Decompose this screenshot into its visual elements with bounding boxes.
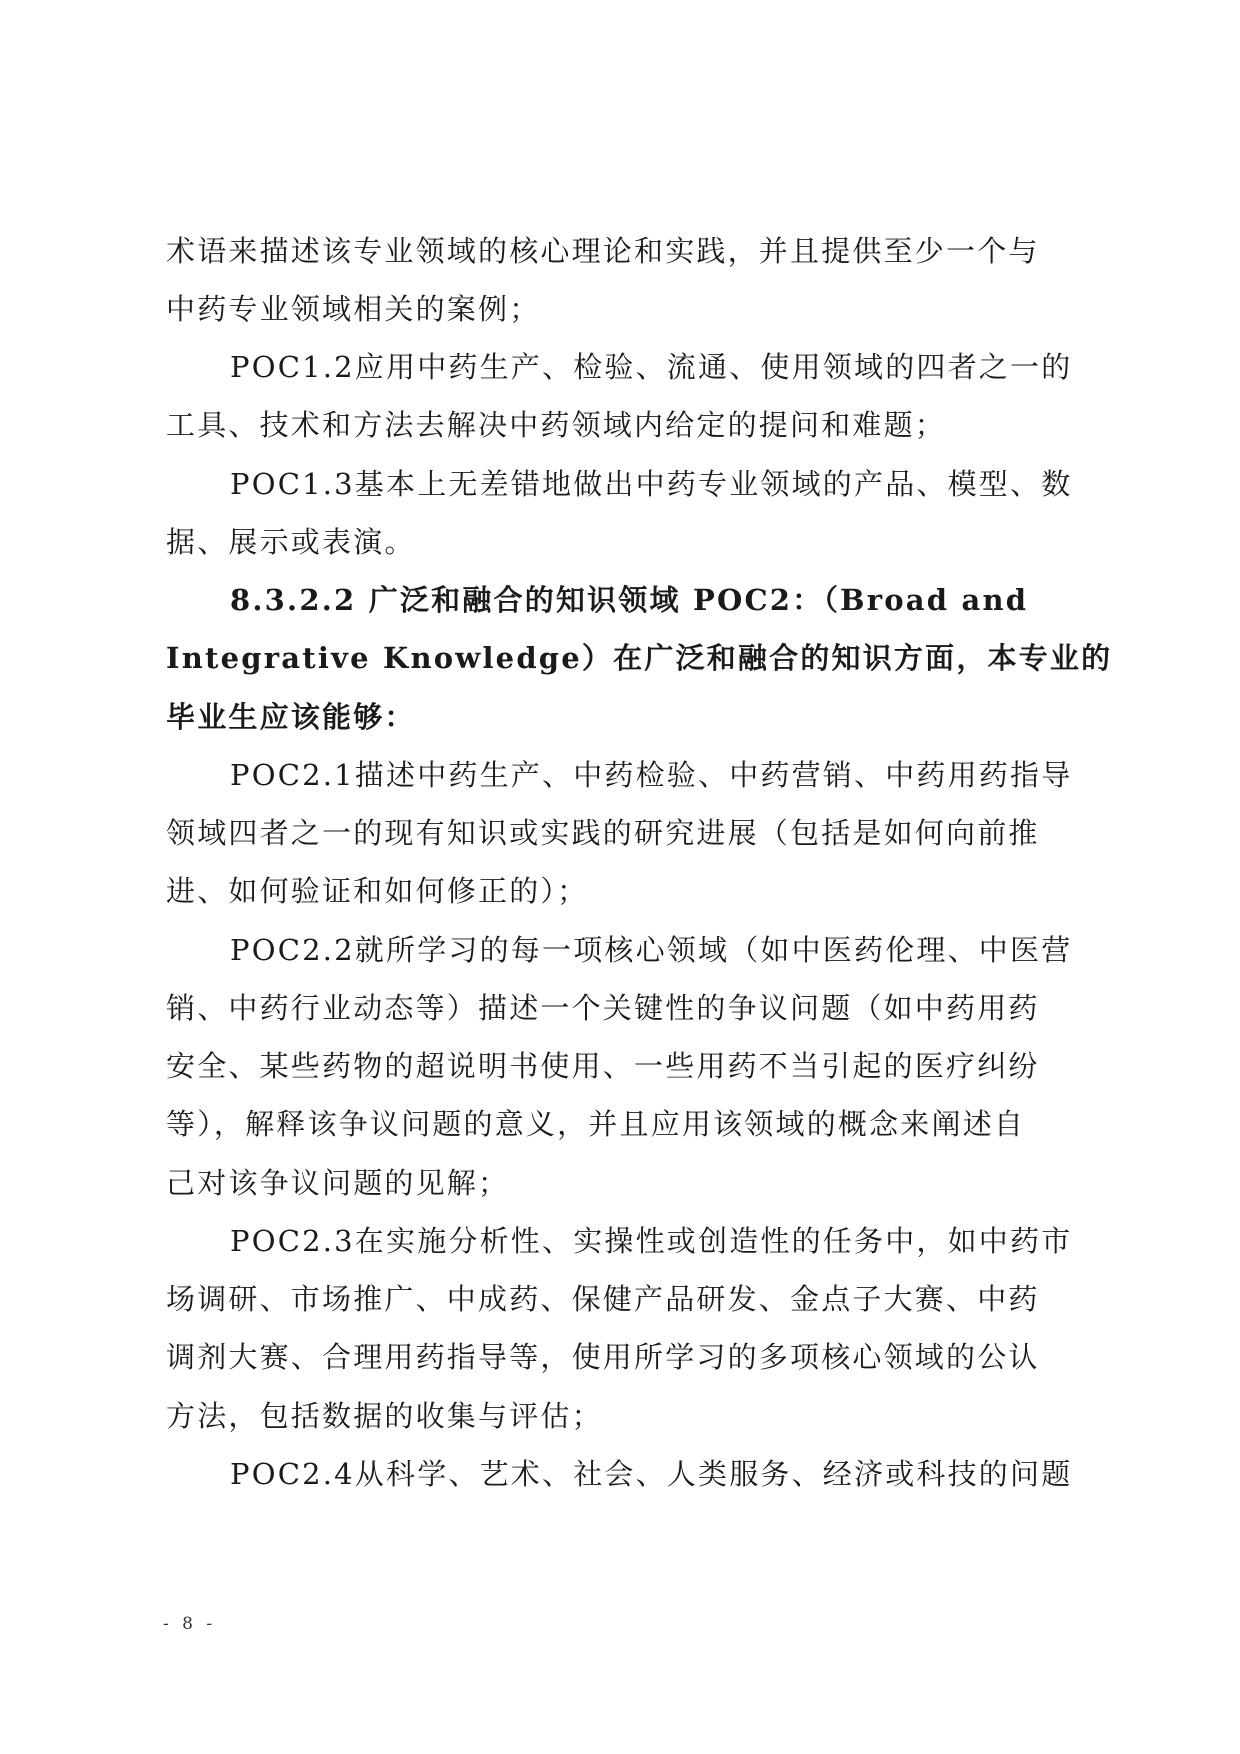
page-number: - 8 - [163,1614,217,1634]
body-line-19: POC2.4从科学、艺术、社会、人类服务、经济或科技的问题 [230,1457,1073,1491]
body-line-5: POC1.3基本上无差错地做出中药专业领域的产品、模型、数 [230,467,1073,501]
section-heading-line-1: 8.3.2.2 广泛和融合的知识领域 POC2：（Broad and [230,583,1029,617]
body-line-13: 等），解释该争议问题的意义，并且应用该领域的概念来阐述自 [166,1107,1026,1141]
body-line-2: 中药专业领域相关的案例； [166,292,541,326]
body-line-16: 场调研、市场推广、中成药、保健产品研发、金点子大赛、中药 [166,1282,1040,1316]
body-line-1: 术语来描述该专业领域的核心理论和实践，并且提供至少一个与 [166,234,1040,268]
section-heading-line-2: Integrative Knowledge）在广泛和融合的知识方面，本专业的 [166,641,1113,675]
body-line-9: 进、如何验证和如何修正的）； [166,874,589,908]
body-line-10: POC2.2就所学习的每一项核心领域（如中医药伦理、中医营 [230,933,1073,967]
body-line-8: 领域四者之一的现有知识或实践的研究进展（包括是如何向前推 [166,816,1040,850]
section-heading-line-3: 毕业生应该能够： [166,700,416,734]
body-line-14: 己对该争议问题的见解； [166,1166,510,1200]
body-line-15: POC2.3在实施分析性、实操性或创造性的任务中，如中药市 [230,1224,1073,1258]
body-line-4: 工具、技术和方法去解决中药领域内给定的提问和难题； [166,408,947,442]
body-line-12: 安全、某些药物的超说明书使用、一些用药不当引起的医疗纠纷 [166,1049,1040,1083]
body-line-18: 方法，包括数据的收集与评估； [166,1399,603,1433]
body-line-3: POC1.2应用中药生产、检验、流通、使用领域的四者之一的 [230,350,1073,384]
body-line-17: 调剂大赛、合理用药指导等，使用所学习的多项核心领域的公认 [166,1340,1040,1374]
body-line-6: 据、展示或表演。 [166,525,416,559]
body-line-11: 销、中药行业动态等）描述一个关键性的争议问题（如中药用药 [166,991,1040,1025]
body-line-7: POC2.1描述中药生产、中药检验、中药营销、中药用药指导 [230,758,1073,792]
